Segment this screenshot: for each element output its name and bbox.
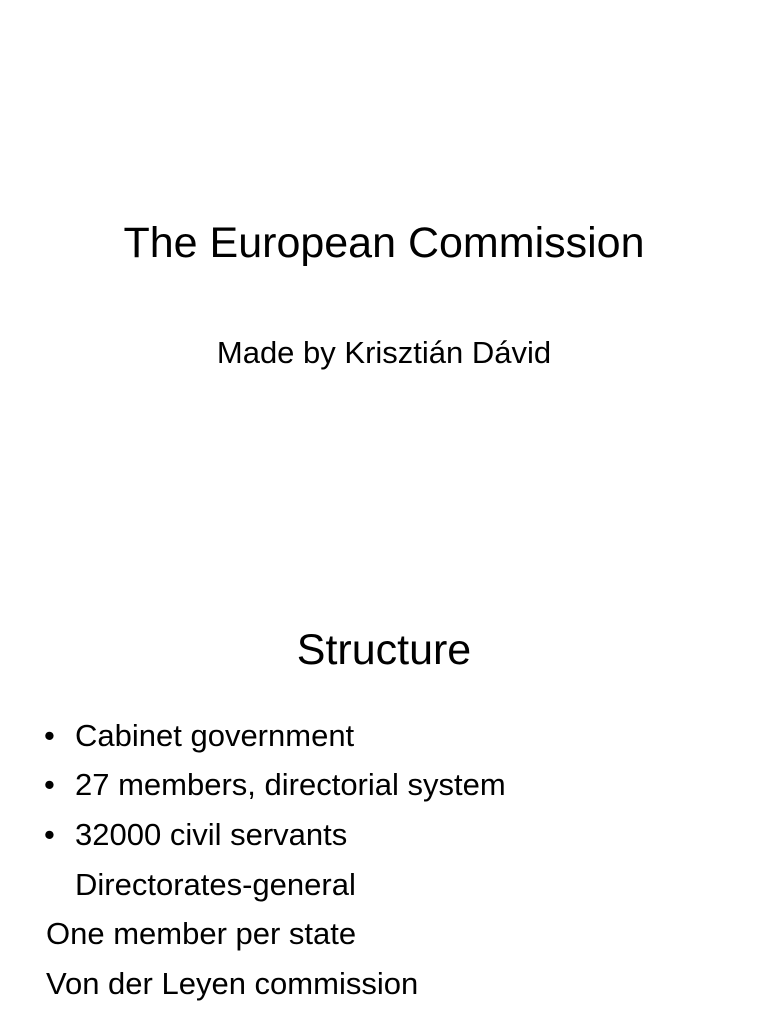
slide-title: The European Commission [123, 219, 645, 267]
slide-title: Structure [296, 626, 472, 674]
text-line: One member per state [46, 916, 357, 951]
text-line: Von der Leyen commission [46, 966, 419, 1001]
bullet-item: 27 members, directorial system [75, 767, 506, 802]
bullet-continuation: Directorates-general [75, 867, 356, 902]
bullet-icon: • [44, 767, 55, 802]
bullet-item: 32000 civil servants [75, 817, 348, 852]
structure-slide [0, 576, 768, 1024]
slide-subtitle: Made by Krisztián Dávid [216, 335, 552, 370]
bullet-item: Cabinet government [75, 718, 355, 753]
bullet-icon: • [44, 718, 55, 753]
bullet-icon: • [44, 817, 55, 852]
